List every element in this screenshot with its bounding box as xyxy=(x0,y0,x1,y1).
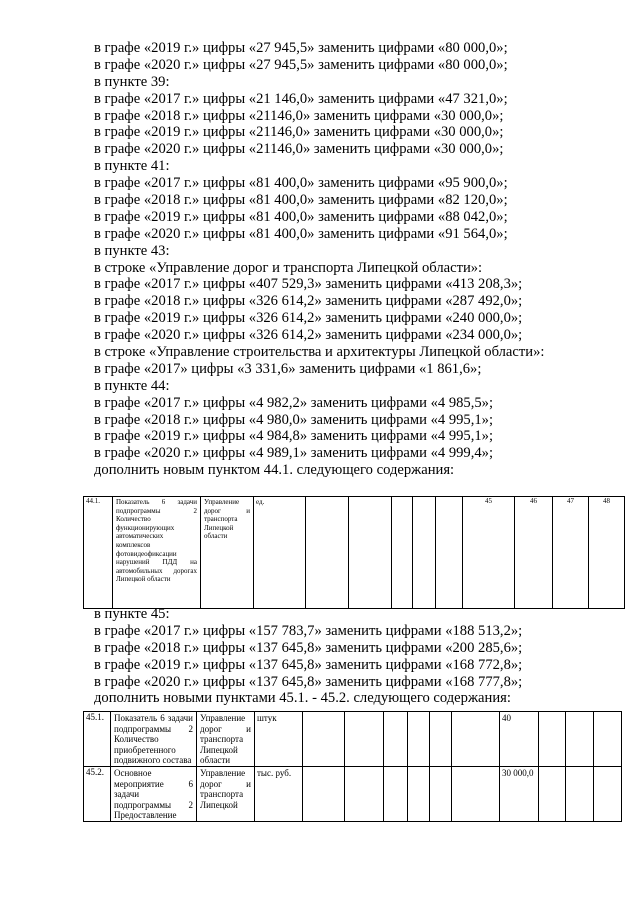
empty-cell xyxy=(306,497,349,609)
row-number: 45.1. xyxy=(84,712,111,767)
row-number: 44.1. xyxy=(84,497,113,609)
text-line: в графе «2019 г.» цифры «21146,0» заменить цифрами «30 000,0»; xyxy=(94,124,504,141)
empty-cell xyxy=(539,767,566,822)
text-line: в графе «2020 г.» цифры «27 945,5» заменить цифрами «80 000,0»; xyxy=(94,56,508,73)
text-line: в графе «2017 г.» цифры «407 529,3» заменить цифрами «413 208,3»; xyxy=(94,276,523,293)
text-line: в графе «2019 г.» цифры «4 984,8» заменить цифрами «4 995,1»; xyxy=(94,428,494,445)
text-line: в графе «2020 г.» цифры «326 614,2» заменить цифрами «234 000,0»; xyxy=(94,327,523,344)
text-line: в графе «2020 г.» цифры «4 989,1» заменить цифрами «4 999,4»; xyxy=(94,445,494,462)
table-row xyxy=(84,767,622,822)
text-line: в графе «2019 г.» цифры «137 645,8» заменить цифрами «168 772,8»; xyxy=(94,656,523,673)
value-cell: 40 xyxy=(500,712,539,767)
table-row xyxy=(84,712,622,767)
text-line: в пункте 44: xyxy=(94,377,170,394)
empty-cell xyxy=(408,712,430,767)
unit: ед. xyxy=(254,497,306,609)
executor: Управление дорог и транспорта Липецкой области xyxy=(197,712,255,767)
text-line: дополнить новым пунктом 44.1. следующего содержания: xyxy=(94,462,455,479)
amendment-text-top xyxy=(94,40,544,479)
text-line: в пункте 43: xyxy=(94,242,170,259)
value-cell: 47 xyxy=(553,497,589,609)
text-line: в строке «Управление строительства и архитектуры Липецкой области»: xyxy=(94,344,545,361)
empty-cell xyxy=(413,497,436,609)
text-line: в графе «2018 г.» цифры «326 614,2» заменить цифрами «287 492,0»; xyxy=(94,293,523,310)
value-cell: 46 xyxy=(515,497,553,609)
text-line: в графе «2018 г.» цифры «137 645,8» заменить цифрами «200 285,6»; xyxy=(94,639,523,656)
text-line: в графе «2020 г.» цифры «81 400,0» заменить цифрами «91 564,0»; xyxy=(94,225,508,242)
indicator-name: Основное мероприятие 6 задачи подпрограммы 2 Предоставление xyxy=(111,767,197,822)
row-number: 45.2. xyxy=(84,767,111,822)
text-line: в графе «2019 г.» цифры «326 614,2» заменить цифрами «240 000,0»; xyxy=(94,310,523,327)
text-line: в строке «Управление дорог и транспорта Липецкой области»: xyxy=(94,259,483,276)
text-line: в пункте 41: xyxy=(94,158,170,175)
table-items-45-1-45-2 xyxy=(83,711,622,822)
text-line: в графе «2020 г.» цифры «21146,0» заменить цифрами «30 000,0»; xyxy=(94,141,504,158)
unit: тыс. руб. xyxy=(255,767,303,822)
table-item-44-1 xyxy=(83,496,625,609)
executor: Управление дорог и транспорта Липецкой xyxy=(197,767,255,822)
empty-cell xyxy=(566,712,594,767)
text-line: в графе «2017 г.» цифры «81 400,0» заменить цифрами «95 900,0»; xyxy=(94,175,508,192)
text-line: в графе «2020 г.» цифры «137 645,8» заменить цифрами «168 777,8»; xyxy=(94,673,523,690)
empty-cell xyxy=(539,712,566,767)
empty-cell xyxy=(452,767,500,822)
text-line: в графе «2017» цифры «3 331,6» заменить цифрами «1 861,6»; xyxy=(94,360,482,377)
empty-cell xyxy=(345,712,384,767)
text-line: в пункте 45: xyxy=(94,606,170,622)
text-line: в графе «2019 г.» цифры «81 400,0» заменить цифрами «88 042,0»; xyxy=(94,208,508,225)
empty-cell xyxy=(303,767,345,822)
value-cell: 30 000,0 xyxy=(500,767,539,822)
text-line: в графе «2017 г.» цифры «157 783,7» заменить цифрами «188 513,2»; xyxy=(94,622,523,639)
empty-cell xyxy=(408,767,430,822)
indicator-name: Показатель 6 задачи подпрограммы 2 Количество приобретенного подвижного состава xyxy=(111,712,197,767)
empty-cell xyxy=(594,767,622,822)
unit: штук xyxy=(255,712,303,767)
text-line: в графе «2017 г.» цифры «4 982,2» заменить цифрами «4 985,5»; xyxy=(94,394,494,411)
empty-cell xyxy=(430,712,452,767)
empty-cell xyxy=(384,767,408,822)
text-line: в графе «2017 г.» цифры «21 146,0» заменить цифрами «47 321,0»; xyxy=(94,90,508,107)
indicator-name: Показатель 6 задачи подпрограммы 2 Количество функционирующих автоматических комплексов фотовидеофиксации нарушений ПДД на автомобильных дорогах Липецкой области xyxy=(113,497,201,609)
text-line: в пункте 39: xyxy=(94,73,170,90)
text-line: в графе «2018 г.» цифры «81 400,0» заменить цифрами «82 120,0»; xyxy=(94,192,508,209)
empty-cell xyxy=(452,712,500,767)
text-line: в графе «2018 г.» цифры «21146,0» заменить цифрами «30 000,0»; xyxy=(94,107,504,124)
table-row xyxy=(84,497,625,609)
empty-cell xyxy=(345,767,384,822)
empty-cell xyxy=(594,712,622,767)
amendment-text-mid xyxy=(94,606,522,707)
text-line: дополнить новыми пунктами 45.1. - 45.2. следующего содержания: xyxy=(94,690,511,707)
empty-cell xyxy=(566,767,594,822)
empty-cell xyxy=(430,767,452,822)
value-cell: 45 xyxy=(463,497,515,609)
empty-cell xyxy=(349,497,392,609)
empty-cell xyxy=(303,712,345,767)
text-line: в графе «2019 г.» цифры «27 945,5» заменить цифрами «80 000,0»; xyxy=(94,40,508,56)
empty-cell xyxy=(384,712,408,767)
empty-cell xyxy=(392,497,413,609)
value-cell: 48 xyxy=(589,497,625,609)
executor: Управление дорог и транспорта Липецкой области xyxy=(201,497,254,609)
empty-cell xyxy=(436,497,463,609)
text-line: в графе «2018 г.» цифры «4 980,0» заменить цифрами «4 995,1»; xyxy=(94,411,494,428)
